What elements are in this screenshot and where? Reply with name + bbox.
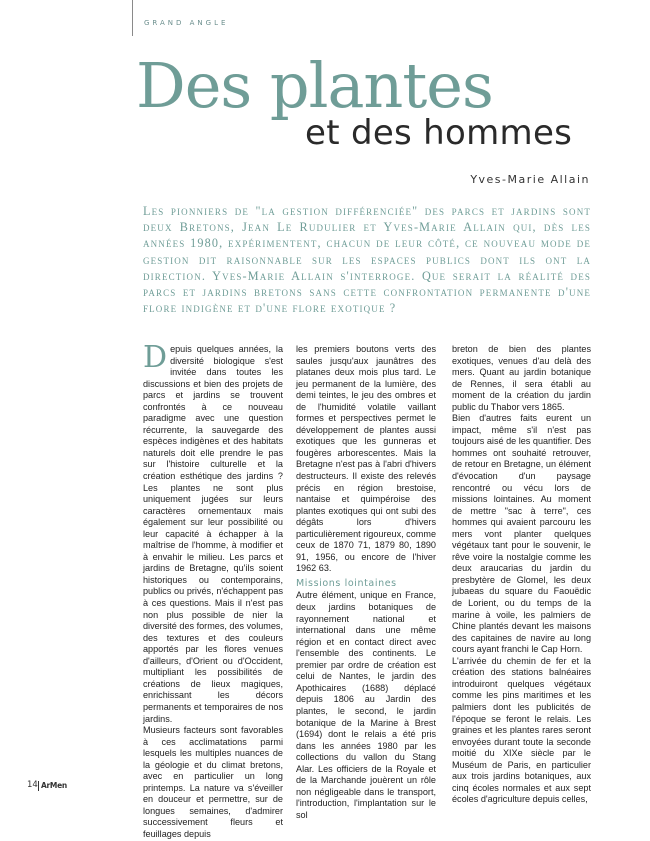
body-column-2 bbox=[296, 344, 436, 820]
intro-standfirst: Les pionniers de "la gestion différenciée" des parcs et jardins sont deux Bretons, Jean Le Rudulier et Yves-Marie Allain qui, dès les années 1980, expérimentent, chacun de leur côté, ce nouveau mode de gestion dit raisonnable sur les espaces publics dont ils ont la direction. Yves-Marie Allain s'interroge. Que serait la réalité des parcs et jardins bretons sans cette confrontation permanente d'une flore indigène et d'une flore exotique ? bbox=[143, 204, 591, 316]
article-subtitle: et des hommes bbox=[305, 113, 573, 153]
magazine-logo: ArMen bbox=[41, 781, 67, 790]
section-label: GRAND ANGLE bbox=[144, 19, 229, 27]
paragraph-text: epuis quelques années, la diversité biologique s'est invitée dans toutes les discussions et bien des projets de parcs et jardins se trouvent confrontés à ce nouveau paradigme avec une question récurrente, la sauvegarde des espèces indigènes et des habitats naturels doit elle prendre le pas sur l'histoire culturelle et la création esthétique des jardins ? Les plantes ne sont plus uniquement jugées sur leurs caractères ornementaux mais également sur leur possibilité ou leur capacité à échapper à la maîtrise de l'homme, à modifier et à envahir le milieu. Les parcs et jardins de Bretagne, qu'ils soient historiques ou contemporains, publics ou privés, n'échappent pas à ces questions. Mais il n'est pas non plus possible de nier la diversité des formes, des volumes, des textures et des couleurs apportés par les flores venues d'ailleurs, d'Orient ou d'Occident, multipliant les possibilités de créations de lieux magiques, enrichissant les décors permanents et temporaires de nos jardins. bbox=[143, 344, 283, 724]
body-paragraph: les premiers boutons verts des saules jusqu'aux jaunâtres des platanes deux mois plus tard. Le jeu permanent de la lumière, des demi teintes, le jeu des ombres et de l'humidité volatile vaillant formes et perspectives permet le développement de plantes aussi exotiques que les gunneras et fougères arborescentes. Mais la Bretagne n'est pas à l'abri d'hivers destructeurs. Il existe des relevés précis en région brestoise, nantaise et quimpéroise des plantes exotiques qui ont subi des dégâts lors d'hivers particulièrement rigoureux, comme ceux de 1870 71, 1879 80, 1890 91, 1956, ou encore de l'hiver 1962 63. bbox=[296, 344, 436, 574]
drop-cap: D bbox=[143, 340, 168, 375]
body-paragraph: breton de bien des plantes exotiques, venues d'au delà des mers. Quant au jardin botanique de Rennes, il sera établi au moment de la création du jardin public du Thabor vers 1865. bbox=[452, 344, 591, 412]
section-subheading: Missions lointaines bbox=[296, 577, 397, 589]
body-column-3 bbox=[452, 344, 592, 805]
author-byline: Yves-Marie Allain bbox=[470, 173, 590, 186]
body-paragraph bbox=[143, 340, 283, 725]
body-paragraph: Autre élément, unique en France, deux jardins botaniques de rayonnement national et international dans une même région et en contact direct avec l'ensemble des continents. Le premier par ordre de création est celui de Nantes, le jardin des Apothicaires (1688) déplacé depuis 1806 au Jardin des plantes, le second, le jardin botanique de la Marine à Brest (1694) dont le relais a été pris dans les années 1980 par les collections du vallon du Stang Alar. Les officiers de la Royale et de la Marchande jouèrent un rôle non négligeable dans le transport, l'introduction, l'implantation sur le sol bbox=[296, 590, 436, 820]
page-number: 14 bbox=[27, 780, 38, 790]
body-paragraph: Musieurs facteurs sont favorables à ces acclimatations parmi lesquels les multiples nuances de la géologie et du climat bretons, avec en particulier un long printemps. La nature va s'éveiller en douceur et permettre, sur de longues semaines, d'admirer successivement fleurs et feuillages depuis bbox=[143, 725, 283, 839]
header-rule bbox=[132, 0, 133, 36]
body-paragraph: Bien d'autres faits eurent un impact, même s'il n'est pas toujours aisé de les quantifier. Des hommes ont souhaité retrouver, de retour en Bretagne, un élément d'évocation d'un paysage rencontré ou vécu lors de missions lointaines. Au moment de mettre "sac à terre", ces hommes qui avaient parcouru les mers vont planter quelques végétaux tant pour le souvenir, le rêve voire la nostalgie comme les deux araucarias du jardin du presbytère de Glomel, les deux jubaeas du square du Faouëdic de Lorient, ou du temps de la marine à voile, les palmiers de Chine plantés devant les maisons des capitaines de navire au long cours ayant franchi le Cap Horn. bbox=[452, 413, 592, 655]
footer-divider bbox=[38, 781, 39, 791]
article-title: Des plantes bbox=[136, 49, 493, 122]
body-column-1 bbox=[143, 340, 283, 839]
body-paragraph: L'arrivée du chemin de fer et la création des stations balnéaires introduiront quelques végétaux comme les pins maritimes et les palmiers dont les publicités de l'époque se feront le relais. Les graines et les plantes rares seront envoyées durant toute la seconde moitié du XIXe siècle par le Muséum de Paris, en particulier aux trois jardins botaniques, aux cinq écoles normales et aux sept écoles d'agriculture depuis celles, bbox=[452, 655, 591, 805]
